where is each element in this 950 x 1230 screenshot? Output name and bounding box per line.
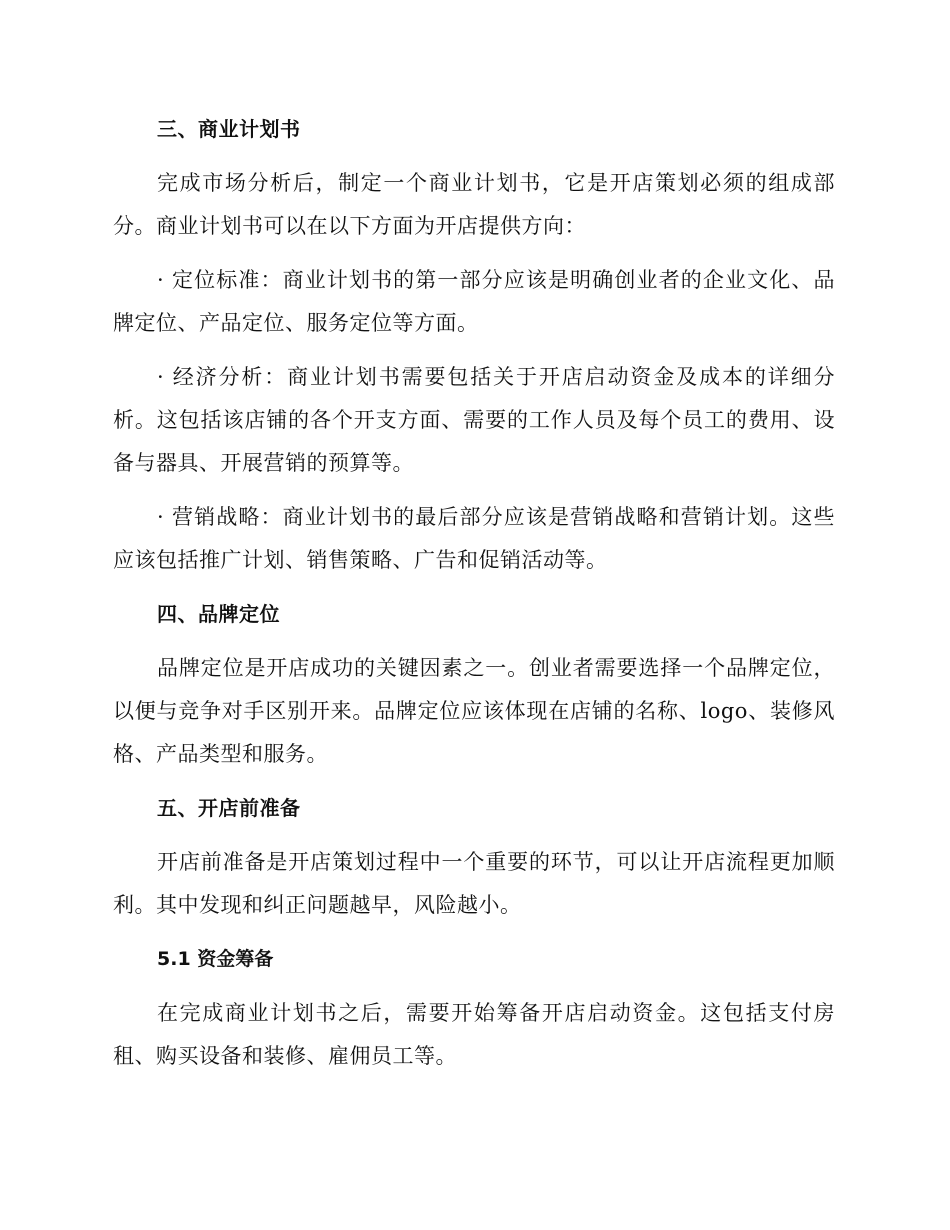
section-heading-pre-opening: 五、开店前准备 [157,796,301,820]
paragraph-business-plan-intro: 完成市场分析后，制定一个商业计划书，它是开店策划必须的组成部分。商业计划书可以在以下方面为开店提供方向： [113,171,835,238]
subsection-heading-funding: 5.1 资金筹备 [157,948,274,970]
paragraph-economic-analysis: · 经济分析：商业计划书需要包括关于开店启动资金及成本的详细分析。这包括该店铺的各个开支方面、需要的工作人员及每个员工的费用、设备与器具、开展营销的预算等。 [113,365,835,475]
paragraph-marketing-strategy: · 营销战略：商业计划书的最后部分应该是营销战略和营销计划。这些应该包括推广计划、销售策略、广告和促销活动等。 [113,505,835,572]
paragraph-brand-positioning: 品牌定位是开店成功的关键因素之一。创业者需要选择一个品牌定位，以便与竞争对手区别开来。品牌定位应该体现在店铺的名称、logo、装修风格、产品类型和服务。 [113,656,835,766]
document-body [113,108,835,1078]
section-heading-business-plan: 三、商业计划书 [157,117,301,141]
paragraph-funding: 在完成商业计划书之后，需要开始筹备开店启动资金。这包括支付房租、购买设备和装修、雇佣员工等。 [113,1001,835,1068]
paragraph-pre-opening: 开店前准备是开店策划过程中一个重要的环节，可以让开店流程更加顺利。其中发现和纠正问题越早，风险越小。 [113,850,835,917]
section-heading-brand-positioning: 四、品牌定位 [157,602,280,626]
paragraph-positioning-standard: · 定位标准：商业计划书的第一部分应该是明确创业者的企业文化、品牌定位、产品定位、服务定位等方面。 [113,268,835,335]
